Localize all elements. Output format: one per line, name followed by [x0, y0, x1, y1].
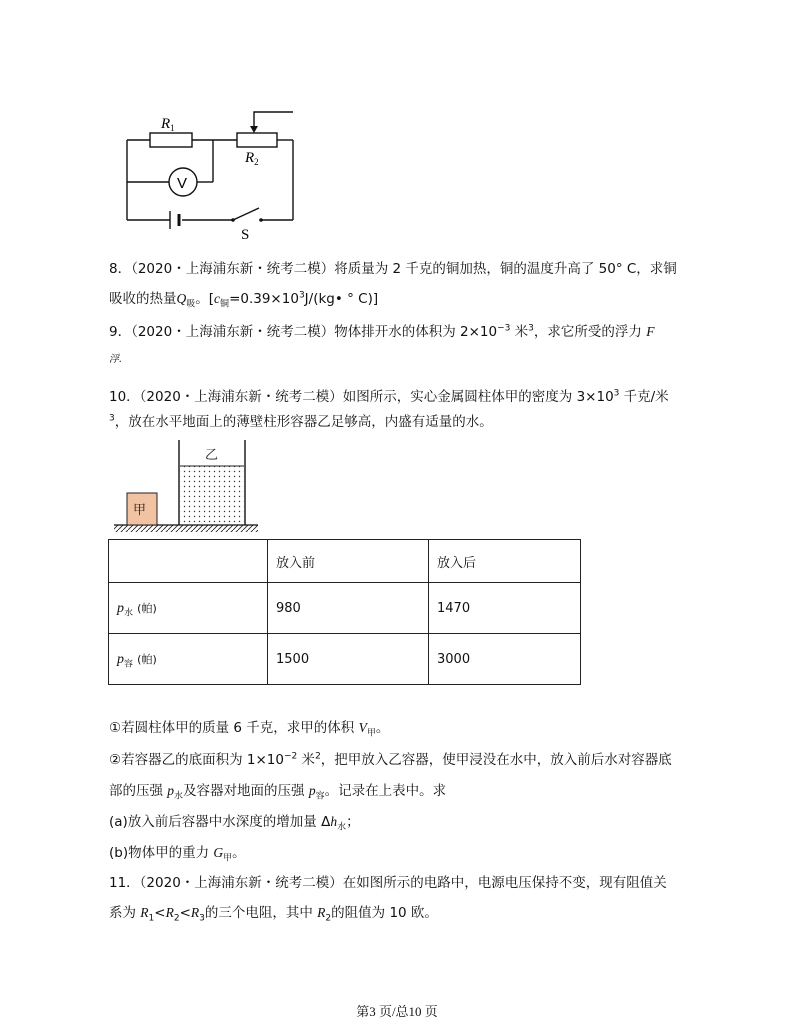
- slider-arrow-icon: [250, 126, 258, 133]
- q10-sub1: ①若圆柱体甲的质量 6 千克，求甲的体积 $V_甲$。: [109, 720, 390, 739]
- table-row: [109, 634, 581, 685]
- table-header-cell: 放入前: [268, 540, 429, 583]
- page-number: 第3 页/总10 页: [356, 1004, 438, 1019]
- resistor-r1: [150, 133, 192, 147]
- table-header-cell: 放入后: [429, 540, 581, 583]
- cell-before: 980: [268, 583, 429, 634]
- row-label: $p_容$ (帕): [109, 634, 268, 685]
- table-header-row: [109, 540, 581, 583]
- battery-icon: [170, 211, 179, 229]
- q9-line2: 浮.: [109, 354, 123, 365]
- q10-line1: 10．（2020・上海浦东新・统考二模）如图所示，实心金属圆柱体甲的密度为 $3\times 10^3$ 千克/米: [109, 388, 669, 405]
- cell-after: 3000: [429, 634, 581, 685]
- cell-after: 1470: [429, 583, 581, 634]
- q11-line1: 11．（2020・上海浦东新・统考二模）在如图所示的电路中，电源电压保持不变，现有阻值关: [109, 875, 667, 891]
- voltmeter-label: V: [177, 175, 188, 192]
- table-header-cell: [109, 540, 268, 583]
- jia-label: 甲: [133, 503, 147, 518]
- row-label: $p_水$ (帕): [109, 583, 268, 634]
- q9-line1: 9．（2020・上海浦东新・统考二模）物体排开水的体积为 $2\times 10^{-3}$ 米$^3$，求它所受的浮力 F: [109, 323, 655, 340]
- yi-label: 乙: [205, 448, 219, 463]
- q10-sub-a: (a)放入前后容器中水深度的增加量 $\Delta h_水$；: [109, 814, 360, 833]
- q10-sub2: ②若容器乙的底面积为 $1\times 10^{-2}$ 米$^2$，把甲放入乙容器，使甲浸没在水中，放入前后水对容器底: [109, 751, 672, 768]
- cell-before: 1500: [268, 634, 429, 685]
- q10-sub3: 部的压强 $p_水$及容器对地面的压强 $p_容$。记录在上表中。求: [109, 783, 447, 802]
- circuit-diagram: [115, 100, 315, 240]
- q8-line1: 8．（2020・上海浦东新・统考二模）将质量为 2 千克的铜加热，铜的温度升高了 50° C，求铜: [109, 261, 677, 277]
- q8-line2: 吸收的热量$Q_吸$。[$c_铜=0.39\times 10^3J/(kg•$ ° C)]: [109, 290, 379, 310]
- table-row: [109, 583, 581, 634]
- q11-line2: 系为 $R_1<R_2<R_3$的三个电阻，其中 $R_2$的阻值为 10 欧。: [109, 905, 438, 924]
- q10-line2: $^3$，放在水平地面上的薄壁柱形容器乙足够高，内盛有适量的水。: [109, 413, 493, 430]
- container-figure: [108, 440, 268, 535]
- resistor-r2: [237, 133, 277, 147]
- r1-label: $R_1$: [161, 116, 175, 133]
- switch-label: S: [241, 227, 250, 240]
- switch-contact: [231, 218, 235, 222]
- water: [180, 466, 244, 525]
- pressure-table: [108, 539, 581, 685]
- r2-label: $R_2$: [245, 150, 259, 167]
- q10-sub-b: (b)物体甲的重力 $G_甲$。: [109, 845, 246, 864]
